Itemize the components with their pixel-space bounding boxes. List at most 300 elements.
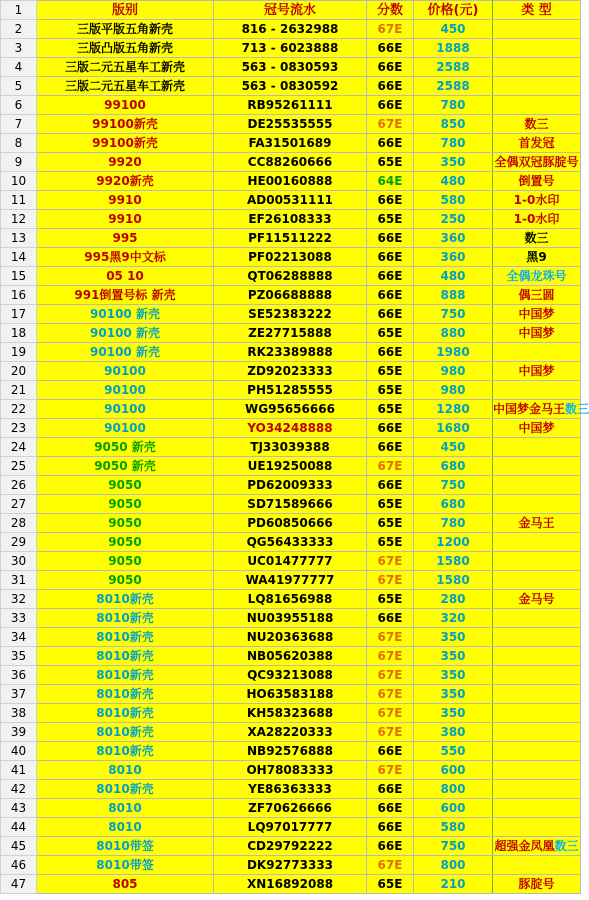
row-number[interactable]: 43 bbox=[1, 799, 37, 818]
type-cell[interactable] bbox=[493, 780, 581, 799]
table-row bbox=[1, 533, 581, 552]
score-cell[interactable]: 67E bbox=[367, 666, 414, 685]
type-cell[interactable] bbox=[493, 438, 581, 457]
row-number[interactable]: 42 bbox=[1, 780, 37, 799]
type-cell[interactable] bbox=[493, 172, 581, 191]
version-cell[interactable]: 8010新壳 bbox=[37, 742, 214, 761]
row-number[interactable]: 33 bbox=[1, 609, 37, 628]
row-number[interactable]: 20 bbox=[1, 362, 37, 381]
row-number[interactable]: 38 bbox=[1, 704, 37, 723]
price-cell[interactable]: 250 bbox=[414, 210, 493, 229]
price-cell[interactable]: 780 bbox=[414, 96, 493, 115]
price-cell[interactable]: 350 bbox=[414, 666, 493, 685]
price-cell[interactable]: 2588 bbox=[414, 77, 493, 96]
version-cell[interactable]: 99100 bbox=[37, 96, 214, 115]
table-row bbox=[1, 837, 581, 856]
type-cell[interactable] bbox=[493, 20, 581, 39]
version-cell[interactable]: 8010新壳 bbox=[37, 704, 214, 723]
type-cell[interactable] bbox=[493, 362, 581, 381]
type-cell[interactable] bbox=[493, 647, 581, 666]
type-cell[interactable] bbox=[493, 343, 581, 362]
type-cell[interactable] bbox=[493, 837, 581, 856]
price-cell[interactable]: 550 bbox=[414, 742, 493, 761]
row-number[interactable]: 24 bbox=[1, 438, 37, 457]
version-cell[interactable]: 三版二元五星车工新壳 bbox=[37, 77, 214, 96]
row-number[interactable]: 11 bbox=[1, 191, 37, 210]
type-cell[interactable] bbox=[493, 552, 581, 571]
version-cell[interactable]: 90100 新壳 bbox=[37, 324, 214, 343]
row-number[interactable]: 47 bbox=[1, 875, 37, 894]
serial-cell[interactable]: HO63583188 bbox=[214, 685, 367, 704]
version-cell[interactable]: 9050 bbox=[37, 533, 214, 552]
type-cell[interactable] bbox=[493, 457, 581, 476]
version-cell[interactable]: 8010 bbox=[37, 761, 214, 780]
score-cell[interactable]: 65E bbox=[367, 153, 414, 172]
type-cell[interactable] bbox=[493, 533, 581, 552]
price-cell[interactable]: 580 bbox=[414, 191, 493, 210]
score-cell[interactable]: 65E bbox=[367, 210, 414, 229]
row-number[interactable]: 22 bbox=[1, 400, 37, 419]
score-cell[interactable]: 67E bbox=[367, 761, 414, 780]
price-cell[interactable]: 1580 bbox=[414, 552, 493, 571]
serial-cell[interactable]: KH58323688 bbox=[214, 704, 367, 723]
type-cell[interactable] bbox=[493, 191, 581, 210]
version-cell[interactable]: 8010新壳 bbox=[37, 666, 214, 685]
score-cell[interactable]: 66E bbox=[367, 39, 414, 58]
type-cell[interactable] bbox=[493, 875, 581, 894]
type-cell[interactable] bbox=[493, 666, 581, 685]
score-cell[interactable]: 67E bbox=[367, 628, 414, 647]
serial-cell[interactable]: YO34248888 bbox=[214, 419, 367, 438]
serial-cell[interactable]: 563 - 0830593 bbox=[214, 58, 367, 77]
type-cell[interactable] bbox=[493, 324, 581, 343]
row-number[interactable]: 1 bbox=[1, 1, 37, 20]
type-cell[interactable] bbox=[493, 856, 581, 875]
serial-cell[interactable]: YE86363333 bbox=[214, 780, 367, 799]
version-cell[interactable]: 90100 新壳 bbox=[37, 343, 214, 362]
type-label: 中国梦 bbox=[518, 420, 555, 435]
type-cell[interactable] bbox=[493, 77, 581, 96]
score-cell[interactable]: 66E bbox=[367, 419, 414, 438]
row-number[interactable]: 15 bbox=[1, 267, 37, 286]
row-number[interactable]: 31 bbox=[1, 571, 37, 590]
price-cell[interactable]: 1980 bbox=[414, 343, 493, 362]
type-label: 1-0水印 bbox=[513, 211, 560, 226]
version-cell[interactable]: 9910 bbox=[37, 191, 214, 210]
score-cell[interactable]: 65E bbox=[367, 362, 414, 381]
price-cell[interactable]: 1680 bbox=[414, 419, 493, 438]
row-number[interactable]: 23 bbox=[1, 419, 37, 438]
row-number[interactable]: 44 bbox=[1, 818, 37, 837]
version-cell[interactable]: 805 bbox=[37, 875, 214, 894]
table-row bbox=[1, 77, 581, 96]
version-cell[interactable]: 8010新壳 bbox=[37, 609, 214, 628]
score-cell[interactable]: 66E bbox=[367, 343, 414, 362]
price-cell[interactable]: 350 bbox=[414, 647, 493, 666]
score-cell[interactable]: 66E bbox=[367, 818, 414, 837]
serial-cell[interactable]: LQ97017777 bbox=[214, 818, 367, 837]
version-cell[interactable]: 8010 bbox=[37, 818, 214, 837]
version-cell[interactable]: 9050 bbox=[37, 552, 214, 571]
version-cell[interactable]: 9920新壳 bbox=[37, 172, 214, 191]
type-cell[interactable] bbox=[493, 286, 581, 305]
header-serial[interactable]: 冠号流水 bbox=[214, 1, 367, 20]
score-cell[interactable]: 67E bbox=[367, 20, 414, 39]
row-number[interactable]: 19 bbox=[1, 343, 37, 362]
type-label-suffix: 数三 bbox=[565, 401, 589, 416]
type-cell[interactable] bbox=[493, 153, 581, 172]
version-cell[interactable]: 90100 bbox=[37, 400, 214, 419]
price-cell[interactable]: 800 bbox=[414, 856, 493, 875]
version-cell[interactable]: 8010 bbox=[37, 799, 214, 818]
price-cell[interactable]: 780 bbox=[414, 134, 493, 153]
score-cell[interactable]: 67E bbox=[367, 552, 414, 571]
row-number[interactable]: 12 bbox=[1, 210, 37, 229]
version-cell[interactable]: 90100 bbox=[37, 381, 214, 400]
serial-cell[interactable]: PF11511222 bbox=[214, 229, 367, 248]
type-cell[interactable] bbox=[493, 381, 581, 400]
score-cell[interactable]: 66E bbox=[367, 229, 414, 248]
version-cell[interactable]: 90100 bbox=[37, 419, 214, 438]
row-number[interactable]: 45 bbox=[1, 837, 37, 856]
row-number[interactable]: 9 bbox=[1, 153, 37, 172]
version-cell[interactable]: 9050 bbox=[37, 476, 214, 495]
score-cell[interactable]: 66E bbox=[367, 286, 414, 305]
score-cell[interactable]: 66E bbox=[367, 267, 414, 286]
row-number[interactable]: 29 bbox=[1, 533, 37, 552]
row-number[interactable]: 21 bbox=[1, 381, 37, 400]
price-cell[interactable]: 450 bbox=[414, 20, 493, 39]
serial-cell[interactable]: SE52383222 bbox=[214, 305, 367, 324]
version-cell[interactable]: 8010带签 bbox=[37, 837, 214, 856]
score-cell[interactable]: 67E bbox=[367, 723, 414, 742]
serial-cell[interactable]: UC01477777 bbox=[214, 552, 367, 571]
score-cell[interactable]: 65E bbox=[367, 400, 414, 419]
row-number[interactable]: 3 bbox=[1, 39, 37, 58]
type-cell[interactable] bbox=[493, 799, 581, 818]
serial-cell[interactable]: WA41977777 bbox=[214, 571, 367, 590]
serial-cell[interactable]: RK23389888 bbox=[214, 343, 367, 362]
type-cell[interactable] bbox=[493, 723, 581, 742]
version-cell[interactable]: 8010新壳 bbox=[37, 590, 214, 609]
version-cell[interactable]: 05 10 bbox=[37, 267, 214, 286]
version-cell[interactable]: 9050 新壳 bbox=[37, 438, 214, 457]
price-cell[interactable]: 600 bbox=[414, 761, 493, 780]
type-cell[interactable] bbox=[493, 248, 581, 267]
serial-cell[interactable]: FA31501689 bbox=[214, 134, 367, 153]
score-cell[interactable]: 66E bbox=[367, 305, 414, 324]
version-cell[interactable]: 8010带签 bbox=[37, 856, 214, 875]
type-cell[interactable] bbox=[493, 305, 581, 324]
row-number[interactable]: 10 bbox=[1, 172, 37, 191]
header-price[interactable]: 价格(元) bbox=[414, 1, 493, 20]
score-cell[interactable]: 66E bbox=[367, 58, 414, 77]
score-cell[interactable]: 65E bbox=[367, 381, 414, 400]
price-cell[interactable]: 680 bbox=[414, 457, 493, 476]
row-number[interactable]: 18 bbox=[1, 324, 37, 343]
row-number[interactable]: 46 bbox=[1, 856, 37, 875]
row-number[interactable]: 5 bbox=[1, 77, 37, 96]
price-cell[interactable]: 380 bbox=[414, 723, 493, 742]
version-cell[interactable]: 8010新壳 bbox=[37, 628, 214, 647]
row-number[interactable]: 14 bbox=[1, 248, 37, 267]
score-cell[interactable]: 65E bbox=[367, 324, 414, 343]
row-number[interactable]: 7 bbox=[1, 115, 37, 134]
version-cell[interactable]: 90100 bbox=[37, 362, 214, 381]
version-cell[interactable]: 三版平版五角新壳 bbox=[37, 20, 214, 39]
price-cell[interactable]: 350 bbox=[414, 628, 493, 647]
score-cell[interactable]: 65E bbox=[367, 875, 414, 894]
score-cell[interactable]: 67E bbox=[367, 457, 414, 476]
header-type[interactable]: 类 型 bbox=[493, 1, 581, 20]
type-cell[interactable] bbox=[493, 685, 581, 704]
price-cell[interactable]: 1200 bbox=[414, 533, 493, 552]
row-number[interactable]: 27 bbox=[1, 495, 37, 514]
serial-cell[interactable]: PH51285555 bbox=[214, 381, 367, 400]
score-cell[interactable]: 66E bbox=[367, 77, 414, 96]
serial-cell[interactable]: QG56433333 bbox=[214, 533, 367, 552]
serial-cell[interactable]: 713 - 6023888 bbox=[214, 39, 367, 58]
price-cell[interactable]: 850 bbox=[414, 115, 493, 134]
serial-cell[interactable]: DE25535555 bbox=[214, 115, 367, 134]
row-number[interactable]: 16 bbox=[1, 286, 37, 305]
type-cell[interactable] bbox=[493, 210, 581, 229]
serial-cell[interactable]: NU20363688 bbox=[214, 628, 367, 647]
row-number[interactable]: 40 bbox=[1, 742, 37, 761]
table-row bbox=[1, 20, 581, 39]
table-row bbox=[1, 742, 581, 761]
serial-cell[interactable]: OH78083333 bbox=[214, 761, 367, 780]
price-cell[interactable]: 780 bbox=[414, 514, 493, 533]
type-cell[interactable] bbox=[493, 476, 581, 495]
version-cell[interactable]: 9050 新壳 bbox=[37, 457, 214, 476]
serial-cell[interactable]: PD60850666 bbox=[214, 514, 367, 533]
score-cell[interactable]: 67E bbox=[367, 647, 414, 666]
row-number[interactable]: 30 bbox=[1, 552, 37, 571]
score-cell[interactable]: 65E bbox=[367, 590, 414, 609]
score-cell[interactable]: 67E bbox=[367, 856, 414, 875]
type-cell[interactable] bbox=[493, 590, 581, 609]
version-cell[interactable]: 995黑9中文标 bbox=[37, 248, 214, 267]
version-cell[interactable]: 9050 bbox=[37, 495, 214, 514]
price-cell[interactable]: 680 bbox=[414, 495, 493, 514]
score-cell[interactable]: 66E bbox=[367, 742, 414, 761]
score-cell[interactable]: 66E bbox=[367, 438, 414, 457]
type-cell[interactable] bbox=[493, 628, 581, 647]
row-number[interactable]: 41 bbox=[1, 761, 37, 780]
row-number[interactable]: 25 bbox=[1, 457, 37, 476]
version-cell[interactable]: 8010新壳 bbox=[37, 685, 214, 704]
type-cell[interactable] bbox=[493, 495, 581, 514]
type-cell[interactable] bbox=[493, 742, 581, 761]
serial-cell[interactable]: HE00160888 bbox=[214, 172, 367, 191]
row-number[interactable]: 26 bbox=[1, 476, 37, 495]
table-row bbox=[1, 172, 581, 191]
row-number[interactable]: 4 bbox=[1, 58, 37, 77]
type-cell[interactable] bbox=[493, 229, 581, 248]
version-cell[interactable]: 8010新壳 bbox=[37, 647, 214, 666]
score-cell[interactable]: 66E bbox=[367, 191, 414, 210]
table-row bbox=[1, 210, 581, 229]
price-cell[interactable]: 1280 bbox=[414, 400, 493, 419]
price-cell[interactable]: 450 bbox=[414, 438, 493, 457]
table-row bbox=[1, 552, 581, 571]
score-cell[interactable]: 66E bbox=[367, 609, 414, 628]
price-cell[interactable]: 350 bbox=[414, 685, 493, 704]
score-cell[interactable]: 65E bbox=[367, 533, 414, 552]
serial-cell[interactable]: TJ33039388 bbox=[214, 438, 367, 457]
serial-cell[interactable]: AD00531111 bbox=[214, 191, 367, 210]
price-cell[interactable]: 888 bbox=[414, 286, 493, 305]
version-cell[interactable]: 99100新壳 bbox=[37, 134, 214, 153]
type-cell[interactable] bbox=[493, 514, 581, 533]
serial-cell[interactable]: UE19250088 bbox=[214, 457, 367, 476]
table-row bbox=[1, 609, 581, 628]
serial-cell[interactable]: ZF70626666 bbox=[214, 799, 367, 818]
row-number[interactable]: 36 bbox=[1, 666, 37, 685]
type-cell[interactable] bbox=[493, 115, 581, 134]
score-cell[interactable]: 66E bbox=[367, 799, 414, 818]
price-cell[interactable]: 480 bbox=[414, 172, 493, 191]
price-cell[interactable]: 480 bbox=[414, 267, 493, 286]
header-score[interactable]: 分数 bbox=[367, 1, 414, 20]
version-cell[interactable]: 三版二元五星车工新壳 bbox=[37, 58, 214, 77]
score-cell[interactable]: 66E bbox=[367, 134, 414, 153]
price-cell[interactable]: 800 bbox=[414, 780, 493, 799]
version-cell[interactable]: 99100新壳 bbox=[37, 115, 214, 134]
row-number[interactable]: 13 bbox=[1, 229, 37, 248]
row-number[interactable]: 6 bbox=[1, 96, 37, 115]
version-cell[interactable]: 三版凸版五角新壳 bbox=[37, 39, 214, 58]
type-cell[interactable] bbox=[493, 609, 581, 628]
serial-cell[interactable]: QT06288888 bbox=[214, 267, 367, 286]
table-row bbox=[1, 571, 581, 590]
price-cell[interactable]: 750 bbox=[414, 476, 493, 495]
price-cell[interactable]: 210 bbox=[414, 875, 493, 894]
type-cell[interactable] bbox=[493, 571, 581, 590]
score-cell[interactable]: 66E bbox=[367, 96, 414, 115]
serial-cell[interactable]: CD29792222 bbox=[214, 837, 367, 856]
serial-cell[interactable]: RB95261111 bbox=[214, 96, 367, 115]
serial-cell[interactable]: 816 - 2632988 bbox=[214, 20, 367, 39]
version-cell[interactable]: 8010新壳 bbox=[37, 780, 214, 799]
price-cell[interactable]: 320 bbox=[414, 609, 493, 628]
row-number[interactable]: 8 bbox=[1, 134, 37, 153]
type-cell[interactable] bbox=[493, 761, 581, 780]
row-number[interactable]: 34 bbox=[1, 628, 37, 647]
type-label: 数三 bbox=[524, 116, 549, 131]
serial-cell[interactable]: 563 - 0830592 bbox=[214, 77, 367, 96]
score-cell[interactable]: 65E bbox=[367, 514, 414, 533]
type-cell[interactable] bbox=[493, 58, 581, 77]
serial-cell[interactable]: QC93213088 bbox=[214, 666, 367, 685]
row-number[interactable]: 28 bbox=[1, 514, 37, 533]
price-cell[interactable]: 980 bbox=[414, 362, 493, 381]
serial-cell[interactable]: SD71589666 bbox=[214, 495, 367, 514]
version-cell[interactable]: 9910 bbox=[37, 210, 214, 229]
score-cell[interactable]: 66E bbox=[367, 476, 414, 495]
serial-cell[interactable]: ZD92023333 bbox=[214, 362, 367, 381]
serial-cell[interactable]: ZE27715888 bbox=[214, 324, 367, 343]
version-cell[interactable]: 995 bbox=[37, 229, 214, 248]
price-cell[interactable]: 350 bbox=[414, 704, 493, 723]
row-number[interactable]: 37 bbox=[1, 685, 37, 704]
price-cell[interactable]: 600 bbox=[414, 799, 493, 818]
serial-cell[interactable]: PD62009333 bbox=[214, 476, 367, 495]
score-cell[interactable]: 67E bbox=[367, 685, 414, 704]
version-cell[interactable]: 9920 bbox=[37, 153, 214, 172]
type-cell[interactable] bbox=[493, 400, 589, 419]
score-cell[interactable]: 65E bbox=[367, 495, 414, 514]
score-cell[interactable]: 67E bbox=[367, 115, 414, 134]
score-cell[interactable]: 67E bbox=[367, 571, 414, 590]
version-cell[interactable]: 991倒置号标 新壳 bbox=[37, 286, 214, 305]
serial-cell[interactable]: XA28220333 bbox=[214, 723, 367, 742]
type-label: 超强金凤凰 bbox=[494, 838, 555, 853]
version-cell[interactable]: 9050 bbox=[37, 514, 214, 533]
row-number[interactable]: 39 bbox=[1, 723, 37, 742]
price-cell[interactable]: 580 bbox=[414, 818, 493, 837]
row-number[interactable]: 17 bbox=[1, 305, 37, 324]
price-cell[interactable]: 350 bbox=[414, 153, 493, 172]
serial-cell[interactable]: EF26108333 bbox=[214, 210, 367, 229]
price-cell[interactable]: 1580 bbox=[414, 571, 493, 590]
row-number[interactable]: 32 bbox=[1, 590, 37, 609]
serial-cell[interactable]: WG95656666 bbox=[214, 400, 367, 419]
score-cell[interactable]: 64E bbox=[367, 172, 414, 191]
type-cell[interactable] bbox=[493, 267, 581, 286]
serial-cell[interactable]: XN16892088 bbox=[214, 875, 367, 894]
version-cell[interactable]: 90100 新壳 bbox=[37, 305, 214, 324]
serial-cell[interactable]: PZ06688888 bbox=[214, 286, 367, 305]
price-cell[interactable]: 2588 bbox=[414, 58, 493, 77]
serial-cell[interactable]: PF02213088 bbox=[214, 248, 367, 267]
type-cell[interactable] bbox=[493, 818, 581, 837]
price-cell[interactable]: 280 bbox=[414, 590, 493, 609]
row-number[interactable]: 35 bbox=[1, 647, 37, 666]
price-cell[interactable]: 360 bbox=[414, 248, 493, 267]
type-cell[interactable] bbox=[493, 704, 581, 723]
serial-cell[interactable]: DK92773333 bbox=[214, 856, 367, 875]
table-row bbox=[1, 267, 581, 286]
table-row bbox=[1, 286, 581, 305]
price-cell[interactable]: 750 bbox=[414, 837, 493, 856]
serial-cell[interactable]: NB05620388 bbox=[214, 647, 367, 666]
serial-cell[interactable]: CC88260666 bbox=[214, 153, 367, 172]
header-version[interactable]: 版别 bbox=[37, 1, 214, 20]
score-cell[interactable]: 66E bbox=[367, 780, 414, 799]
serial-cell[interactable]: NU03955188 bbox=[214, 609, 367, 628]
type-cell[interactable] bbox=[493, 134, 581, 153]
price-cell[interactable]: 980 bbox=[414, 381, 493, 400]
type-cell[interactable] bbox=[493, 96, 581, 115]
price-cell[interactable]: 360 bbox=[414, 229, 493, 248]
version-cell[interactable]: 8010新壳 bbox=[37, 723, 214, 742]
table-row bbox=[1, 400, 581, 419]
type-cell[interactable] bbox=[493, 419, 581, 438]
serial-cell[interactable]: LQ81656988 bbox=[214, 590, 367, 609]
row-number[interactable]: 2 bbox=[1, 20, 37, 39]
price-cell[interactable]: 750 bbox=[414, 305, 493, 324]
type-cell[interactable] bbox=[493, 39, 581, 58]
score-cell[interactable]: 66E bbox=[367, 837, 414, 856]
serial-cell[interactable]: NB92576888 bbox=[214, 742, 367, 761]
score-cell[interactable]: 66E bbox=[367, 248, 414, 267]
price-cell[interactable]: 1888 bbox=[414, 39, 493, 58]
score-cell[interactable]: 67E bbox=[367, 704, 414, 723]
price-cell[interactable]: 880 bbox=[414, 324, 493, 343]
version-cell[interactable]: 9050 bbox=[37, 571, 214, 590]
